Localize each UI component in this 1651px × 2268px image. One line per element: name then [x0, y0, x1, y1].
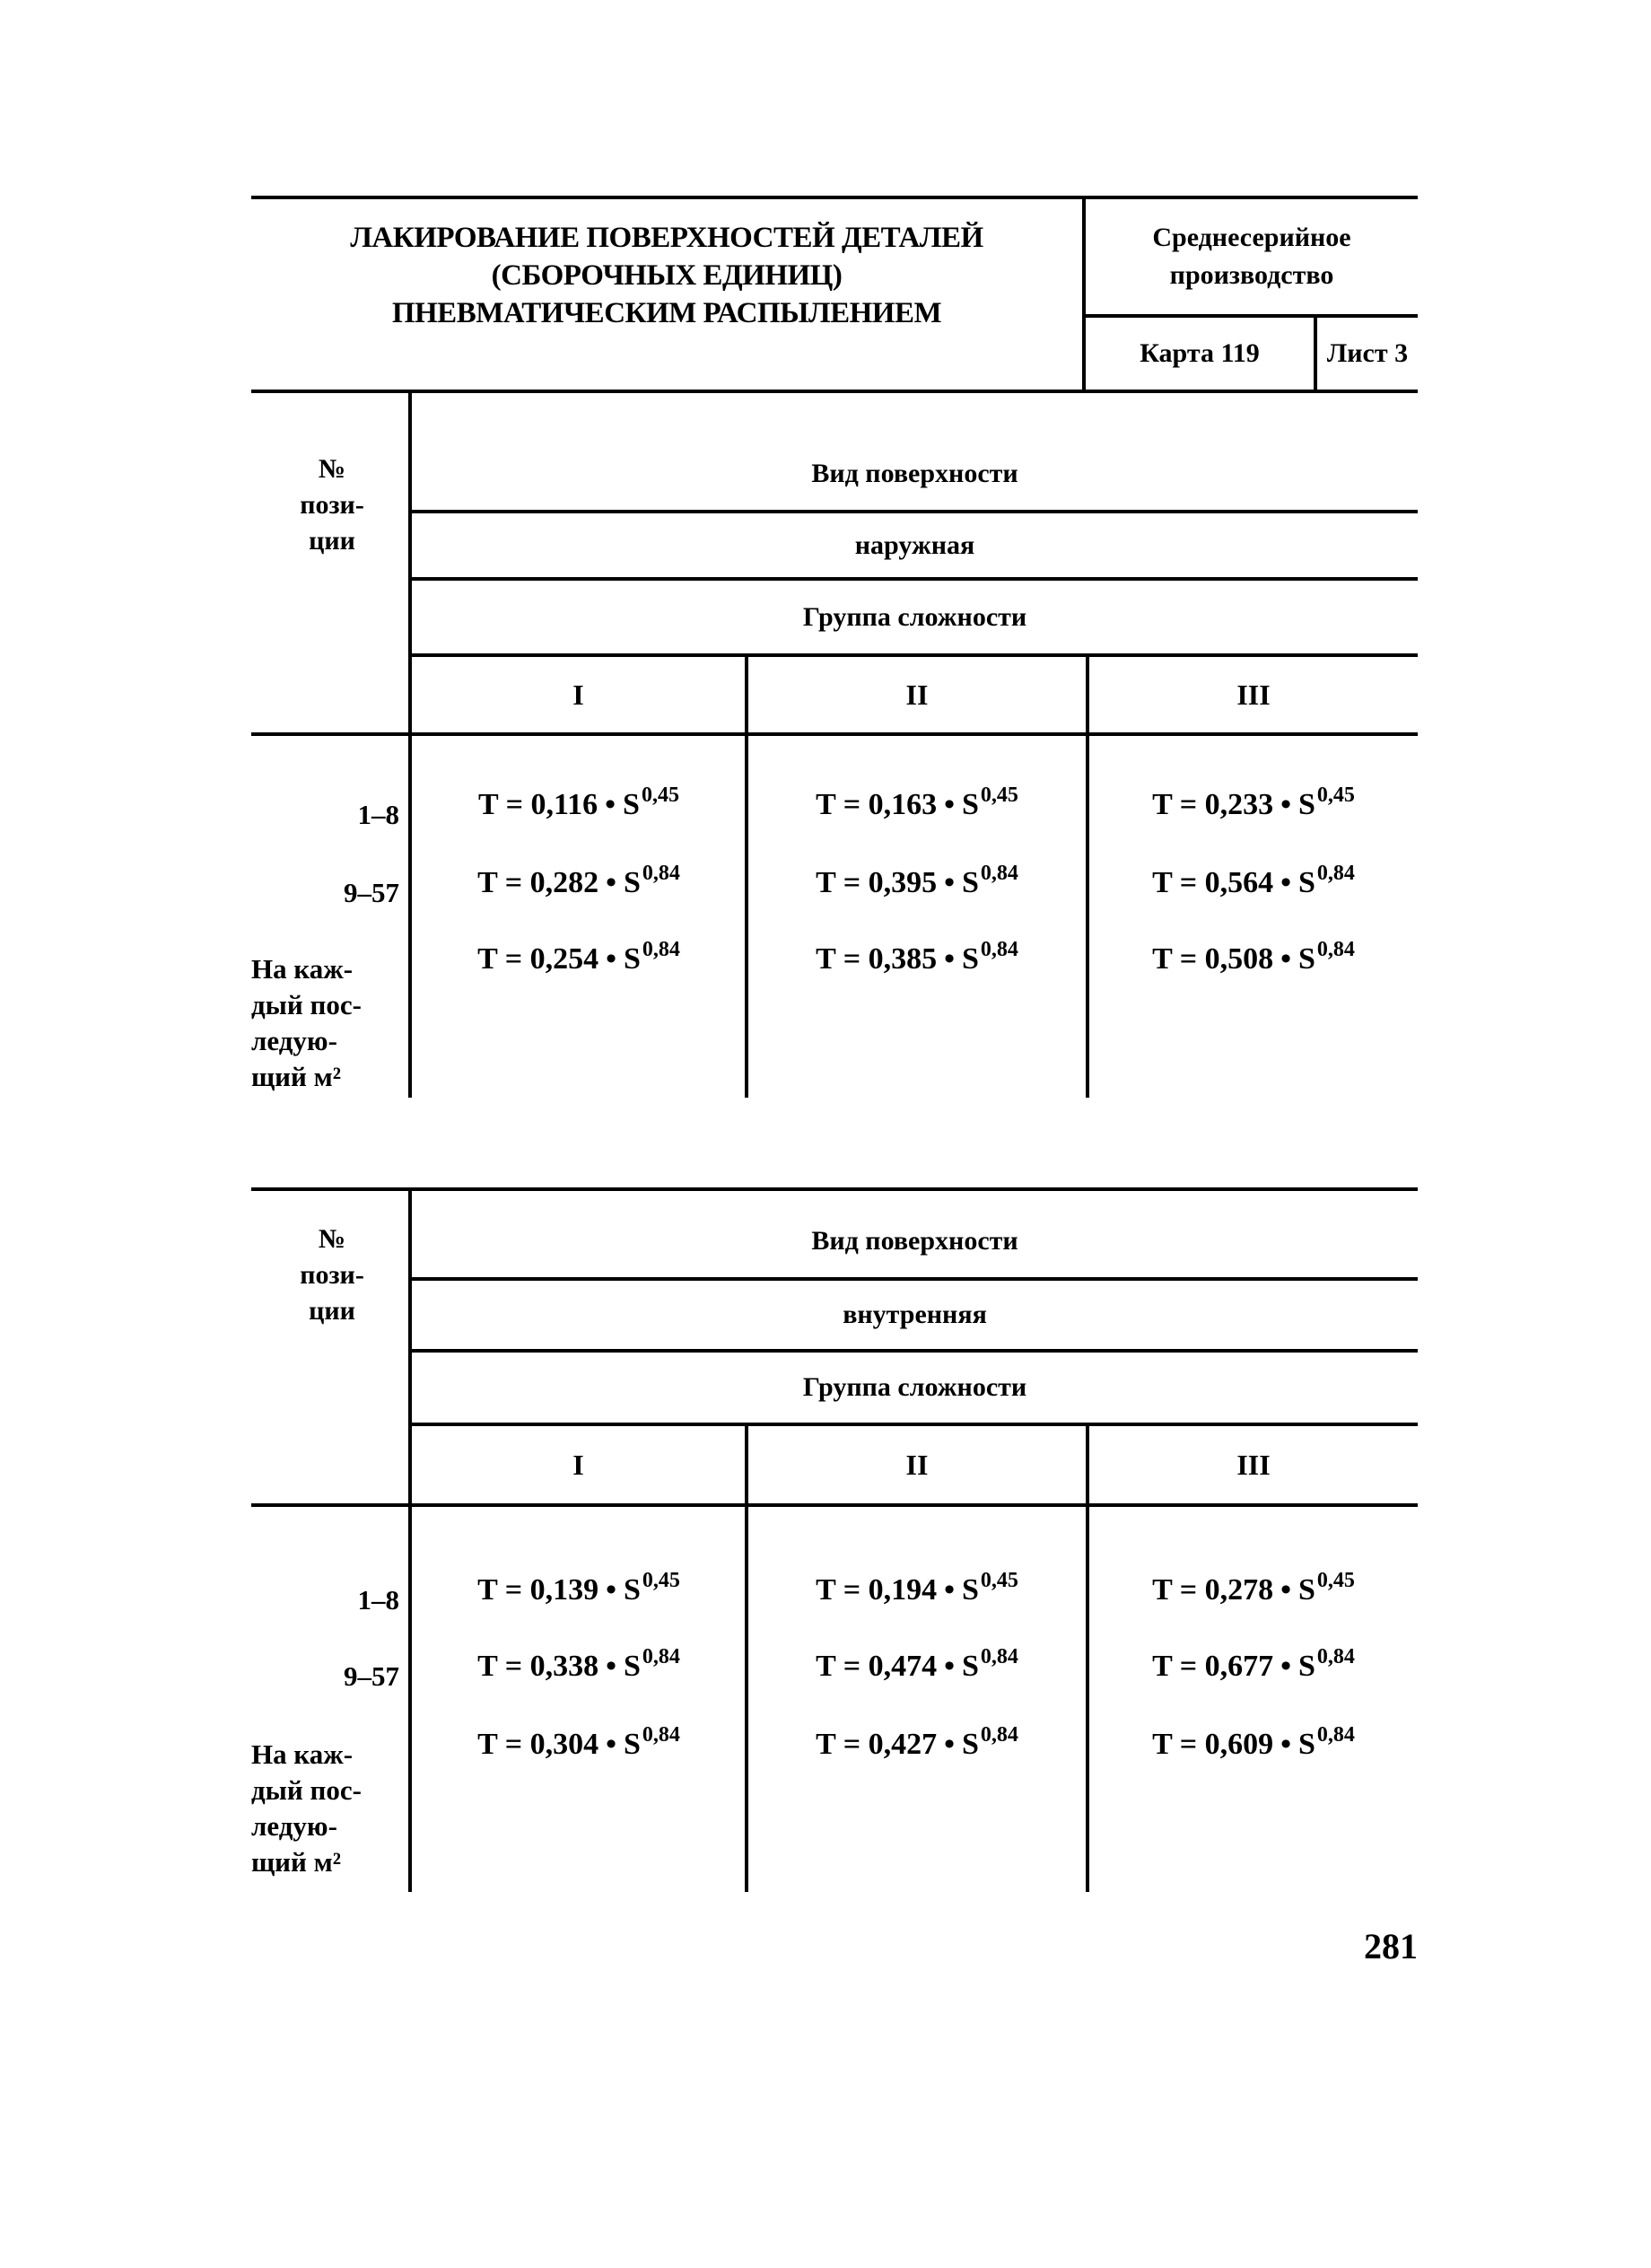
- formula-coef: 0,564: [1204, 866, 1274, 899]
- norm-table-inner: [251, 1187, 1418, 1892]
- formula-equals: =: [835, 1573, 869, 1607]
- formula-exponent: 0,84: [1316, 1723, 1355, 1747]
- formula-coef: 0,508: [1204, 942, 1274, 976]
- formula-exponent: 0,84: [1316, 862, 1355, 885]
- formula-coef: 0,338: [529, 1650, 599, 1683]
- formula-base: S: [1297, 1728, 1315, 1761]
- group-header-i: I: [572, 678, 584, 711]
- formula-coef: 0,139: [529, 1573, 599, 1607]
- formula-base: S: [1297, 788, 1315, 821]
- pos-head-line: пози-: [300, 490, 364, 520]
- formula-equals: =: [497, 942, 530, 976]
- multiply-dot: •: [944, 1728, 955, 1761]
- formula-exponent: 0,84: [642, 862, 680, 885]
- formula-base: S: [961, 942, 979, 976]
- formula-cell: [764, 784, 1070, 822]
- multiply-dot: •: [606, 1650, 616, 1683]
- formula-equals: =: [1172, 942, 1205, 976]
- formula-exponent: 0,84: [980, 862, 1018, 885]
- formula-equals: =: [497, 1728, 530, 1761]
- formula-cell: [1101, 1723, 1406, 1762]
- formula-cell: [764, 1645, 1070, 1684]
- formula-cell: [426, 1569, 731, 1607]
- formula-exponent: 0,84: [642, 938, 680, 961]
- formula-base: S: [1297, 1573, 1315, 1607]
- header-bottom-rule: [251, 1503, 1418, 1507]
- multiply-dot: •: [1280, 942, 1291, 976]
- formula-equals: =: [1172, 788, 1205, 821]
- formula-lhs: T: [1152, 942, 1173, 976]
- title-line: ЛАКИРОВАНИЕ ПОВЕРХНОСТЕЙ ДЕТАЛЕЙ: [350, 222, 983, 254]
- pos-head-line: ции: [309, 1296, 355, 1326]
- formula-equals: =: [498, 788, 531, 821]
- multiply-dot: •: [605, 788, 616, 821]
- formula-exponent: 0,84: [642, 1723, 680, 1747]
- formula-coef: 0,278: [1204, 1573, 1274, 1607]
- formula-lhs: T: [1152, 1650, 1173, 1683]
- group-header-iii: III: [1236, 1448, 1271, 1481]
- multiply-dot: •: [944, 942, 955, 976]
- production-line: производство: [1169, 260, 1334, 290]
- row-label: 9–57: [344, 1660, 399, 1692]
- formula-base: S: [961, 866, 979, 899]
- row-label-per-m2: [251, 951, 413, 1095]
- formula-base: S: [1297, 942, 1315, 976]
- formula-equals: =: [835, 866, 869, 899]
- formula-cell: [426, 938, 731, 976]
- formula-lhs: T: [816, 866, 836, 899]
- formula-base: S: [623, 942, 641, 976]
- formula-coef: 0,163: [868, 788, 938, 821]
- formula-cell: [1101, 1645, 1406, 1684]
- formula-base: S: [961, 1728, 979, 1761]
- row-label-line: На каж-: [251, 953, 354, 985]
- formula-base: S: [961, 1650, 979, 1683]
- group-header-ii: II: [905, 678, 929, 711]
- formula-exponent: 0,45: [1316, 1569, 1355, 1592]
- row-label-line: ледую-: [251, 1025, 337, 1056]
- formula-lhs: T: [477, 942, 498, 976]
- multiply-dot: •: [606, 1728, 616, 1761]
- title-line: ПНЕВМАТИЧЕСКИМ РАСПЫЛЕНИЕМ: [391, 297, 942, 329]
- row-label-line: дый пос-: [251, 1774, 362, 1806]
- formula-exponent: 0,84: [642, 1645, 680, 1668]
- formula-base: S: [623, 1650, 641, 1683]
- formula-equals: =: [1172, 866, 1205, 899]
- formula-cell: [426, 1723, 731, 1762]
- sheet-number: Лист 3: [1326, 338, 1409, 368]
- row-label-line: щий м²: [251, 1061, 342, 1092]
- formula-base: S: [623, 1728, 641, 1761]
- formula-cell: [426, 862, 731, 900]
- surface-type-label: Вид поверхности: [811, 1226, 1018, 1256]
- row-label: 1–8: [357, 799, 399, 830]
- card-number: Карта 119: [1086, 318, 1317, 390]
- multiply-dot: •: [1280, 1573, 1291, 1607]
- multiply-dot: •: [1280, 1650, 1291, 1683]
- pos-head-line: №: [318, 1224, 346, 1254]
- formula-exponent: 0,45: [642, 1569, 680, 1592]
- formula-lhs: T: [816, 942, 836, 976]
- table-top-rule: [251, 1187, 1418, 1191]
- formula-exponent: 0,84: [980, 938, 1018, 961]
- multiply-dot: •: [944, 1573, 955, 1607]
- formula-exponent: 0,84: [980, 1645, 1018, 1668]
- formula-base: S: [623, 788, 640, 821]
- row-label-per-m2: [251, 1737, 413, 1880]
- group-header-i: I: [572, 1448, 584, 1481]
- formula-lhs: T: [477, 1650, 498, 1683]
- card-header: [251, 196, 1418, 393]
- formula-coef: 0,282: [529, 866, 599, 899]
- formula-lhs: T: [1152, 866, 1173, 899]
- row-label: 9–57: [344, 877, 399, 908]
- formula-base: S: [961, 1573, 979, 1607]
- surface-type-value: наружная: [854, 530, 975, 560]
- formula-lhs: T: [816, 1573, 836, 1607]
- formula-lhs: T: [477, 866, 498, 899]
- formula-base: S: [961, 788, 979, 821]
- surface-type-value: внутренняя: [843, 1300, 987, 1329]
- formula-equals: =: [1172, 1573, 1205, 1607]
- row-label-line: дый пос-: [251, 989, 362, 1020]
- position-column-header: [251, 1222, 413, 1329]
- formula-coef: 0,474: [868, 1650, 938, 1683]
- formula-lhs: T: [477, 1573, 498, 1607]
- row-label-line: щий м²: [251, 1846, 342, 1878]
- position-column-header: [251, 451, 413, 559]
- formula-cell: [764, 1723, 1070, 1762]
- formula-lhs: T: [1152, 788, 1173, 821]
- multiply-dot: •: [1280, 788, 1291, 821]
- formula-exponent: 0,45: [1316, 784, 1355, 807]
- production-type: [1086, 199, 1418, 318]
- formula-base: S: [623, 866, 641, 899]
- formula-exponent: 0,45: [980, 1569, 1018, 1592]
- document-title: [251, 199, 1086, 390]
- formula-equals: =: [497, 1650, 530, 1683]
- complexity-group-label: Группа сложности: [802, 1372, 1027, 1402]
- row-label: 1–8: [357, 1584, 399, 1616]
- formula-coef: 0,116: [530, 788, 598, 821]
- production-line: Среднесерийное: [1152, 223, 1351, 252]
- multiply-dot: •: [606, 1573, 616, 1607]
- formula-cell: [1101, 862, 1406, 900]
- multiply-dot: •: [944, 1650, 955, 1683]
- multiply-dot: •: [606, 866, 616, 899]
- formula-lhs: T: [478, 788, 499, 821]
- multiply-dot: •: [606, 942, 616, 976]
- formula-base: S: [1297, 866, 1315, 899]
- formula-coef: 0,395: [868, 866, 938, 899]
- formula-base: S: [1297, 1650, 1315, 1683]
- formula-coef: 0,304: [529, 1728, 599, 1761]
- group-header-iii: III: [1236, 678, 1271, 711]
- formula-exponent: 0,84: [1316, 1645, 1355, 1668]
- pos-head-line: пози-: [300, 1260, 364, 1290]
- formula-equals: =: [835, 1650, 869, 1683]
- formula-cell: [426, 1645, 731, 1684]
- formula-lhs: T: [1152, 1728, 1173, 1761]
- formula-coef: 0,385: [868, 942, 938, 976]
- formula-coef: 0,609: [1204, 1728, 1274, 1761]
- formula-lhs: T: [477, 1728, 498, 1761]
- row-label-line: На каж-: [251, 1738, 354, 1770]
- formula-cell: [426, 784, 731, 822]
- surface-type-label: Вид поверхности: [811, 459, 1018, 488]
- formula-base: S: [623, 1573, 641, 1607]
- multiply-dot: •: [944, 788, 955, 821]
- formula-exponent: 0,45: [980, 784, 1018, 807]
- formula-exponent: 0,84: [1316, 938, 1355, 961]
- pos-head-line: ции: [309, 526, 355, 556]
- formula-equals: =: [497, 1573, 530, 1607]
- formula-equals: =: [1172, 1650, 1205, 1683]
- formula-lhs: T: [816, 788, 836, 821]
- multiply-dot: •: [1280, 866, 1291, 899]
- formula-equals: =: [497, 866, 530, 899]
- norm-table-outer: [251, 393, 1418, 1098]
- formula-lhs: T: [816, 1650, 836, 1683]
- formula-coef: 0,233: [1204, 788, 1274, 821]
- complexity-group-label: Группа сложности: [802, 601, 1027, 632]
- multiply-dot: •: [944, 866, 955, 899]
- formula-exponent: 0,84: [980, 1723, 1018, 1747]
- formula-cell: [1101, 1569, 1406, 1607]
- formula-lhs: T: [1152, 1573, 1173, 1607]
- row-label-line: ледую-: [251, 1810, 337, 1842]
- formula-equals: =: [835, 1728, 869, 1761]
- formula-cell: [764, 938, 1070, 976]
- formula-cell: [1101, 938, 1406, 976]
- multiply-dot: •: [1280, 1728, 1291, 1761]
- title-line: (СБОРОЧНЫХ ЕДИНИЦ): [491, 259, 843, 292]
- formula-coef: 0,677: [1204, 1650, 1274, 1683]
- formula-equals: =: [835, 788, 869, 821]
- formula-coef: 0,427: [868, 1728, 938, 1761]
- pos-head-line: №: [318, 454, 346, 484]
- formula-cell: [764, 862, 1070, 900]
- formula-coef: 0,194: [868, 1573, 938, 1607]
- formula-equals: =: [1172, 1728, 1205, 1761]
- page-number: 281: [1364, 1926, 1418, 1966]
- formula-lhs: T: [816, 1728, 836, 1761]
- formula-cell: [1101, 784, 1406, 822]
- formula-exponent: 0,45: [641, 784, 679, 807]
- formula-cell: [764, 1569, 1070, 1607]
- header-bottom-rule: [251, 732, 1418, 736]
- group-header-ii: II: [905, 1448, 929, 1481]
- formula-equals: =: [835, 942, 869, 976]
- formula-coef: 0,254: [529, 942, 599, 976]
